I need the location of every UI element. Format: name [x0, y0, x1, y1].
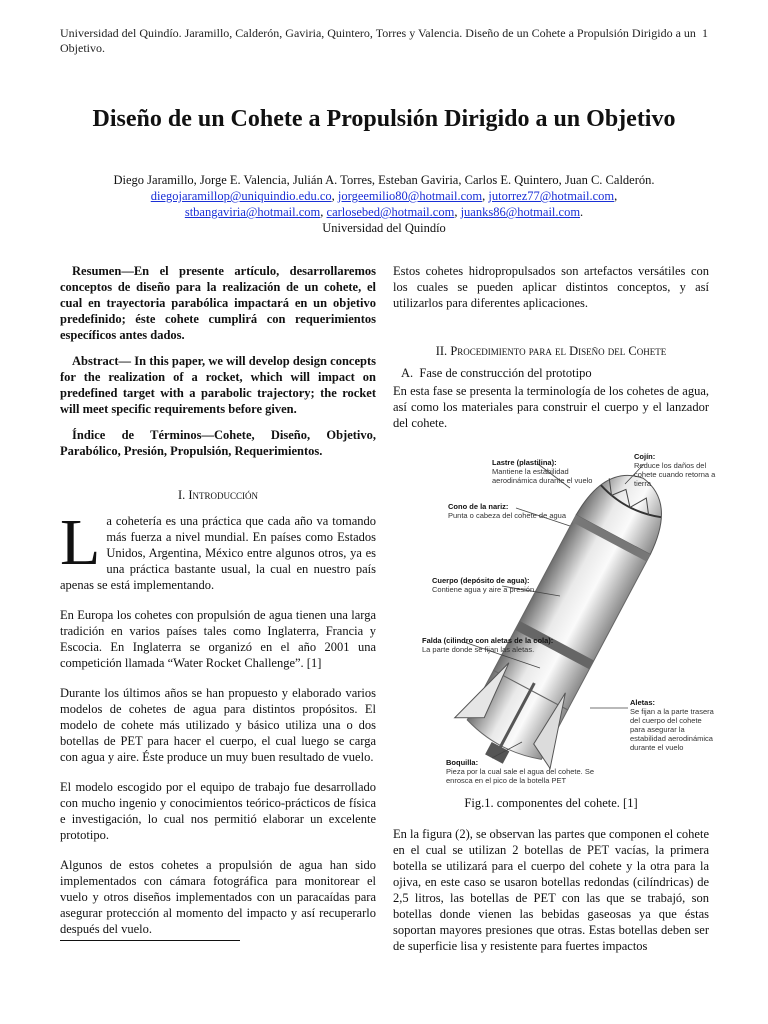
- right-paragraph-2: En esta fase se presenta la terminología de los cohetes de agua, así como los materiales para construir el cuerpo y el lanzador del cohete.: [393, 384, 709, 430]
- footnote-rule: [60, 940, 240, 941]
- intro-paragraph-5: Algunos de estos cohetes a propulsión de agua han sido implementados con cámara fotográfica para monitorear el vuelo y otros diseños implementados con un paracaídas para asegurar protección al momento del impacto y así recuperarlo después del vuelo.: [60, 858, 376, 936]
- email-link[interactable]: jutorrez77@hotmail.com: [488, 189, 615, 203]
- callout-cuerpo: Cuerpo (depósito de agua): Contiene agua y aire a presión: [432, 576, 535, 594]
- page-number: 1: [702, 26, 708, 40]
- rocket-figure: [420, 446, 720, 790]
- right-paragraph-1: Estos cohetes hidropropulsados son artefactos versátiles con los cuales se pueden aplicar distintos conceptos, y así utilizarlos para diferentes aplicaciones.: [393, 264, 709, 310]
- email-link[interactable]: carlosebed@hotmail.com: [326, 205, 455, 219]
- drop-cap: L: [60, 506, 101, 579]
- figure-caption: Fig.1. componentes del cohete. [1]: [464, 796, 638, 810]
- author-names: Diego Jaramillo, Jorge E. Valencia, Julián A. Torres, Esteban Gaviria, Carlos E. Quintero, Juan C. Calderón.: [113, 173, 655, 187]
- email-link[interactable]: diegojaramillop@uniquindio.edu.co: [150, 189, 332, 203]
- intro-paragraph-4: El modelo escogido por el equipo de trabajo fue desarrollado con mucho ingenio y conocimientos teórico-prácticos de física e investigación, lo cual nos permitió elaborar un excelente prototipo.: [60, 780, 376, 842]
- section-heading-procedimiento: II. Procedimiento para el Diseño del Cohete: [435, 344, 667, 358]
- abstract-paragraph: [60, 353, 376, 417]
- abstract-text: — In this paper, we will develop design concepts for the realization of a rocket, which will impact on predefined target with a parabolic trajectory; the rocket will meet specific requirements before given.: [60, 354, 376, 416]
- resumen-text: —En el presente artículo, desarrollaremos conceptos de diseño para la realización de un cohete, el cual en trayectoria parabólica impactará en un objetivo predefinido; éste cohete cumplirá con requerimientos específicos antes dados.: [60, 264, 376, 342]
- email-link[interactable]: jorgeemilio80@hotmail.com: [337, 189, 483, 203]
- paper-title: Diseño de un Cohete a Propulsión Dirigido a un Objetivo: [92, 106, 676, 132]
- subsection-heading-a: A. Fase de construcción del prototipo: [401, 366, 592, 380]
- right-column-bottom: [393, 826, 709, 954]
- abstract-label: Abstract: [72, 354, 119, 368]
- index-terms-text: —Cohete, Diseño, Objetivo, Parabólico, Presión, Propulsión, Requerimientos.: [60, 428, 376, 458]
- intro-paragraph-3: Durante los últimos años se han propuesto y elaborado varios modelos de cohetes de agua para distintos propósitos. El modelo de cohete más utilizado y básico utiliza una o dos botellas de PET para hacer el cuerpo, el cual luego se carga con agua y aire. Éste produce un muy buen resultado de vuelo.: [60, 686, 376, 764]
- resumen-label: Resumen: [72, 264, 122, 278]
- right-column-top: [393, 263, 709, 431]
- author-block: [60, 172, 708, 236]
- callout-lastre: Lastre (plastilina): Mantiene la estabilidad aerodinámica durante el vuelo: [492, 458, 593, 485]
- intro-paragraph-2: En Europa los cohetes con propulsión de agua tienen una larga tradición en varios países tales como Inglaterra, Francia y Escocia. En Inglaterra se organizó en el año 2001 una competición llamada “Water Rocket Challenge”. [1]: [60, 608, 376, 670]
- index-terms-paragraph: [60, 427, 376, 459]
- resumen-paragraph: [60, 263, 376, 343]
- callout-cono: Cono de la nariz: Punta o cabeza del cohete de agua: [448, 502, 567, 520]
- email-link[interactable]: juanks86@hotmail.com: [460, 205, 581, 219]
- callout-aletas: Aletas: Se fijan a la parte trasera del cuerpo del cohete para asegurar la estabilidad aerodinámica durante el vuelo: [630, 698, 714, 752]
- intro-paragraph-1: La cohetería es una práctica que cada año va tomando más fuerza a nivel mundial. En países como Estados Unidos, Argentina, México entre algunos otros, ya es una práctica bastante usual, la cual en nuestro país apenas se está implementando.: [60, 506, 376, 592]
- email-link[interactable]: stbangaviria@hotmail.com: [184, 205, 321, 219]
- running-header: Universidad del Quindío. Jaramillo, Calderón, Gaviria, Quintero, Torres y Valencia. Diseño de un Cohete a Propulsión Dirigido a un Objetivo.: [60, 26, 696, 55]
- author-emails-line2: stbangaviria@hotmail.com, carlosebed@hotmail.com, juanks86@hotmail.com.: [184, 205, 584, 219]
- right-paragraph-3: En la figura (2), se observan las partes que componen el cohete en el cual se utilizan 2 botellas de PET vacías, la primera botella se utilizará para el cuerpo del cohete y la otra para la ojiva, en este caso se usaron botellas redondas (cilíndricas) de 2,5 litros, las botellas de PET con las que se trabajó, son botellas donde vienen las bebidas gaseosas ya que éstas soportan mayores presiones que otras. Estas botellas deben ser de superficie lisa y resistente para fuertes impactos: [393, 827, 709, 953]
- callout-cojin: Cojín: Reduce los daños del cohete cuando retorna a tierra: [634, 452, 716, 488]
- callout-falda: Falda (cilindro con aletas de la cola): La parte donde se fijan las aletas.: [422, 636, 554, 654]
- section-heading-introduccion: I. Introducción: [177, 488, 259, 502]
- index-terms-label: Índice de Términos: [72, 428, 202, 442]
- author-emails-line1: diegojaramillop@uniquindio.edu.co, jorgeemilio80@hotmail.com, jutorrez77@hotmail.com,: [150, 189, 618, 203]
- callout-boquilla: Boquilla: Pieza por la cual sale el agua del cohete. Se enrosca en el pico de la botella PET: [446, 758, 595, 785]
- left-column: [60, 263, 376, 937]
- author-affiliation: Universidad del Quindío: [322, 221, 446, 235]
